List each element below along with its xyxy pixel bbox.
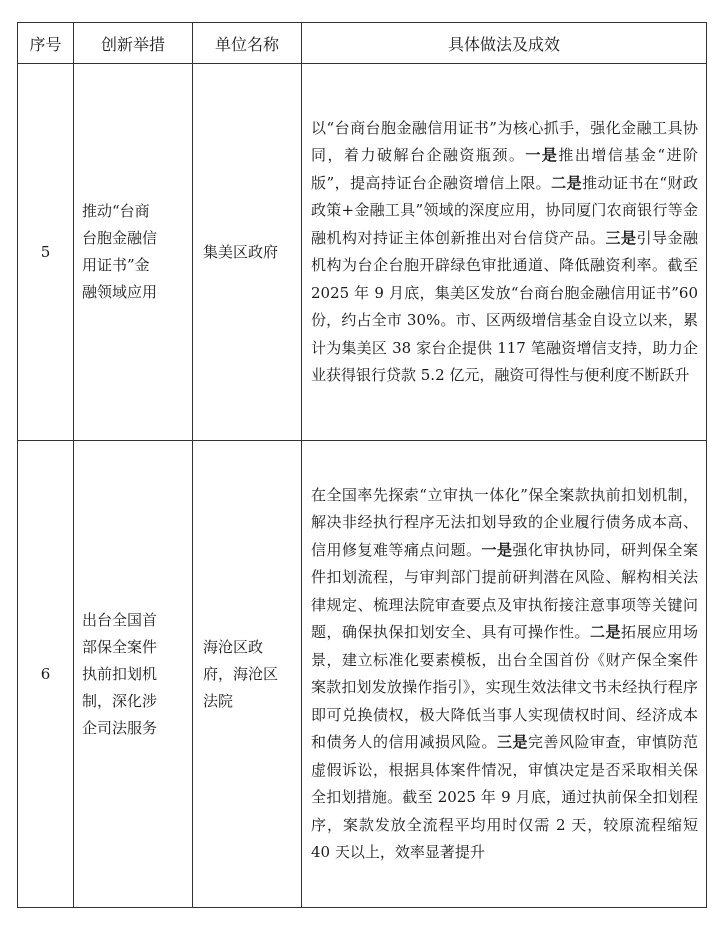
details-segment: 强化审执协同，研判保全案件扣划流程，与审判部门提前研判潜在风险、解构相关法律规定、梳理法院审查要点及审执衔接注意事项等关键问题，确保执保扣划安全、具有可操作性。: [311, 540, 698, 641]
details-text: [302, 64, 707, 441]
measure-line: 推动“台商: [82, 202, 150, 220]
measure-name: [74, 441, 193, 908]
header-unit: 单位名称: [193, 23, 302, 64]
unit-line: 海沧区政: [203, 637, 264, 656]
table-row: [18, 64, 707, 441]
details-segment: 推动证书在“财政政策+金融工具”领域的深度应用，协同厦门农商银行等金融机构对持证主体创新推出对台信贷产品。: [311, 173, 698, 247]
point-marker: 三是: [605, 228, 637, 247]
measure-line: 用证书”金: [82, 256, 150, 274]
point-marker: 一是: [481, 540, 513, 559]
unit-line: 府，海沧区: [203, 664, 279, 683]
header-details: 具体做法及成效: [302, 23, 707, 64]
measure-line: 企司法服务: [82, 718, 158, 737]
table-row: [18, 441, 707, 908]
point-marker: 二是: [589, 623, 621, 641]
measure-line: 执前扣划机: [82, 664, 158, 683]
header-serial-number: 序号: [18, 23, 74, 64]
details-segment: 以“台商台胞金融信用证书”为核心抓手，强化金融工具协同，着力破解台企融资瓶颈。: [311, 118, 698, 164]
details-text: [302, 441, 707, 908]
point-marker: 三是: [496, 733, 528, 751]
point-marker: 一是: [525, 146, 559, 164]
header-measure: 创新举措: [74, 23, 193, 64]
measure-line: 部保全案件: [82, 637, 158, 656]
measures-table: [17, 22, 707, 908]
details-segment: 在全国率先探索“立审执一体化”保全案款执前扣划机制，解决非经执行程序无法扣划导致的企业履行债务成本高、信用修复难等痛点问题。: [311, 485, 698, 559]
serial-number: 6: [18, 441, 74, 908]
measure-line: 融领域应用: [82, 283, 158, 301]
measure-line: 制，深化涉: [82, 691, 158, 710]
unit-line: 法院: [203, 691, 234, 710]
unit-line: 集美区政府: [203, 242, 279, 261]
details-segment: 引导金融机构为台企台胞开辟绿色审批通道、降低融资利率。截至 2025 年 9 月底，集美区发放“台商台胞金融信用证书”60 份，约占全市 30%。市、区两级增信基金自设立以来，累计为集美区 38 家台企提供 117 笔融资增信支持，助力企业获得银行贷款 5.2 亿元，融资可得性与便利度不断跃升: [311, 228, 698, 384]
unit-name: [193, 64, 302, 441]
measure-name: [74, 64, 193, 441]
measure-line: 台胞金融信: [82, 229, 158, 247]
serial-number: 5: [18, 64, 74, 441]
unit-name: [193, 441, 302, 908]
details-segment: 完善风险审查，审慎防范虚假诉讼，根据具体案件情况，审慎决定是否采取相关保全扣划措施。截至 2025 年 9 月底，通过执前保全扣划程序，案款发放全流程平均用时仅需 2 天，较原流程缩短 40 天以上，效率显著提升: [311, 733, 698, 861]
point-marker: 二是: [551, 173, 583, 192]
header-row: [18, 23, 707, 64]
measure-line: 出台全国首: [82, 610, 158, 629]
details-segment: 拓展应用场景，建立标准化要素模板，出台全国首份《财产保全案件案款扣划发放操作指引》，实现生效法律文书未经执行程序即可兑换债权，极大降低当事人实现债权时间、经济成本和债务人的信用减损风险。: [311, 623, 698, 751]
details-segment: 推出增信基金“进阶版”，提高持证台企融资增信上限。: [311, 146, 698, 192]
